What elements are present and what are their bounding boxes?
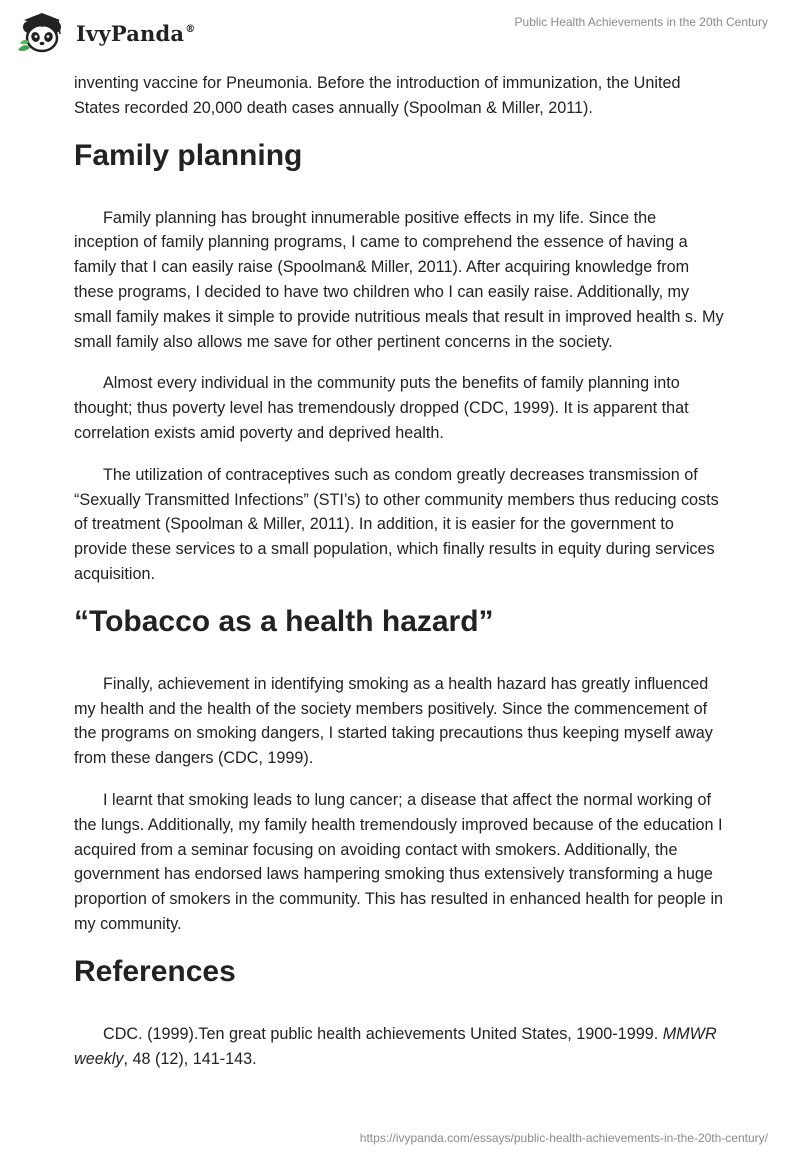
source-url[interactable]: https://ivypanda.com/essays/public-health-achievements-in-the-20th-century/ (359, 1131, 768, 1145)
brand-name: IvyPanda® (76, 20, 196, 46)
family-planning-paragraph-2: Almost every individual in the community puts the benefits of family planning into thought; thus poverty level has tremendously dropped (CDC, 1999). It is apparent that correlation exists amid poverty and deprived health. (74, 374, 689, 442)
section-heading-tobacco: “Tobacco as a health hazard” (74, 604, 494, 638)
ivypanda-logo[interactable] (14, 8, 195, 58)
reference-journal: MMWR weekly (74, 1024, 717, 1068)
reference-tail: , 48 (12), 141-143. (123, 1049, 257, 1068)
tobacco-paragraph-1: Finally, achievement in identifying smoking as a health hazard has greatly influenced my health and the health of the society members positively. Since the commencement of the programs on smoking dangers, I started taking precautions thus keeping myself away from these dangers (CDC, 1999). (74, 674, 713, 768)
section-heading-family-planning: Family planning (74, 138, 303, 172)
section-heading-references: References (74, 954, 236, 988)
panda-graduate-icon (14, 10, 70, 56)
intro-paragraph: inventing vaccine for Pneumonia. Before the introduction of immunization, the United States recorded 20,000 death cases annually (Spoolman & Miller, 2011). (74, 74, 681, 117)
page-header (0, 0, 800, 64)
family-planning-paragraph-3: The utilization of contraceptives such as condom greatly decreases transmission of “Sexually Transmitted Infections” (STI’s) to other community members thus reducing costs of treatment (Spoolman & Miller, 2011). In addition, it is easier for the government to provide these services to a small population, which finally results in equity during services acquisition. (74, 465, 719, 583)
tobacco-paragraph-2: I learnt that smoking leads to lung cancer; a disease that affect the normal working of the lungs. Additionally, my family health tremendously improved because of the education I acquired from a seminar focusing on avoiding contact with smokers. Additionally, the government has endorsed laws hampering smoking thus extensively transforming a huge proportion of smokers in the community. This has resulted in enhanced health for people in my community. (74, 790, 724, 933)
essay-content (74, 71, 724, 1088)
family-planning-paragraph-1: Family planning has brought innumerable positive effects in my life. Since the inception of family planning programs, I came to comprehend the essence of having a family that I can easily raise (Spoolman& Miller, 2011). After acquiring knowledge from these programs, I decided to have two children who I can easily raise. Additionally, my small family makes it simple to provide nutritious meals that result in improved health s. My small family also allows me save for other pertinent concerns in the society. (74, 208, 724, 351)
document-title: Public Health Achievements in the 20th Century (514, 15, 768, 29)
reference-entry (74, 1022, 724, 1072)
reference-main-text: CDC. (1999).Ten great public health achievements United States, 1900-1999. (103, 1024, 659, 1043)
